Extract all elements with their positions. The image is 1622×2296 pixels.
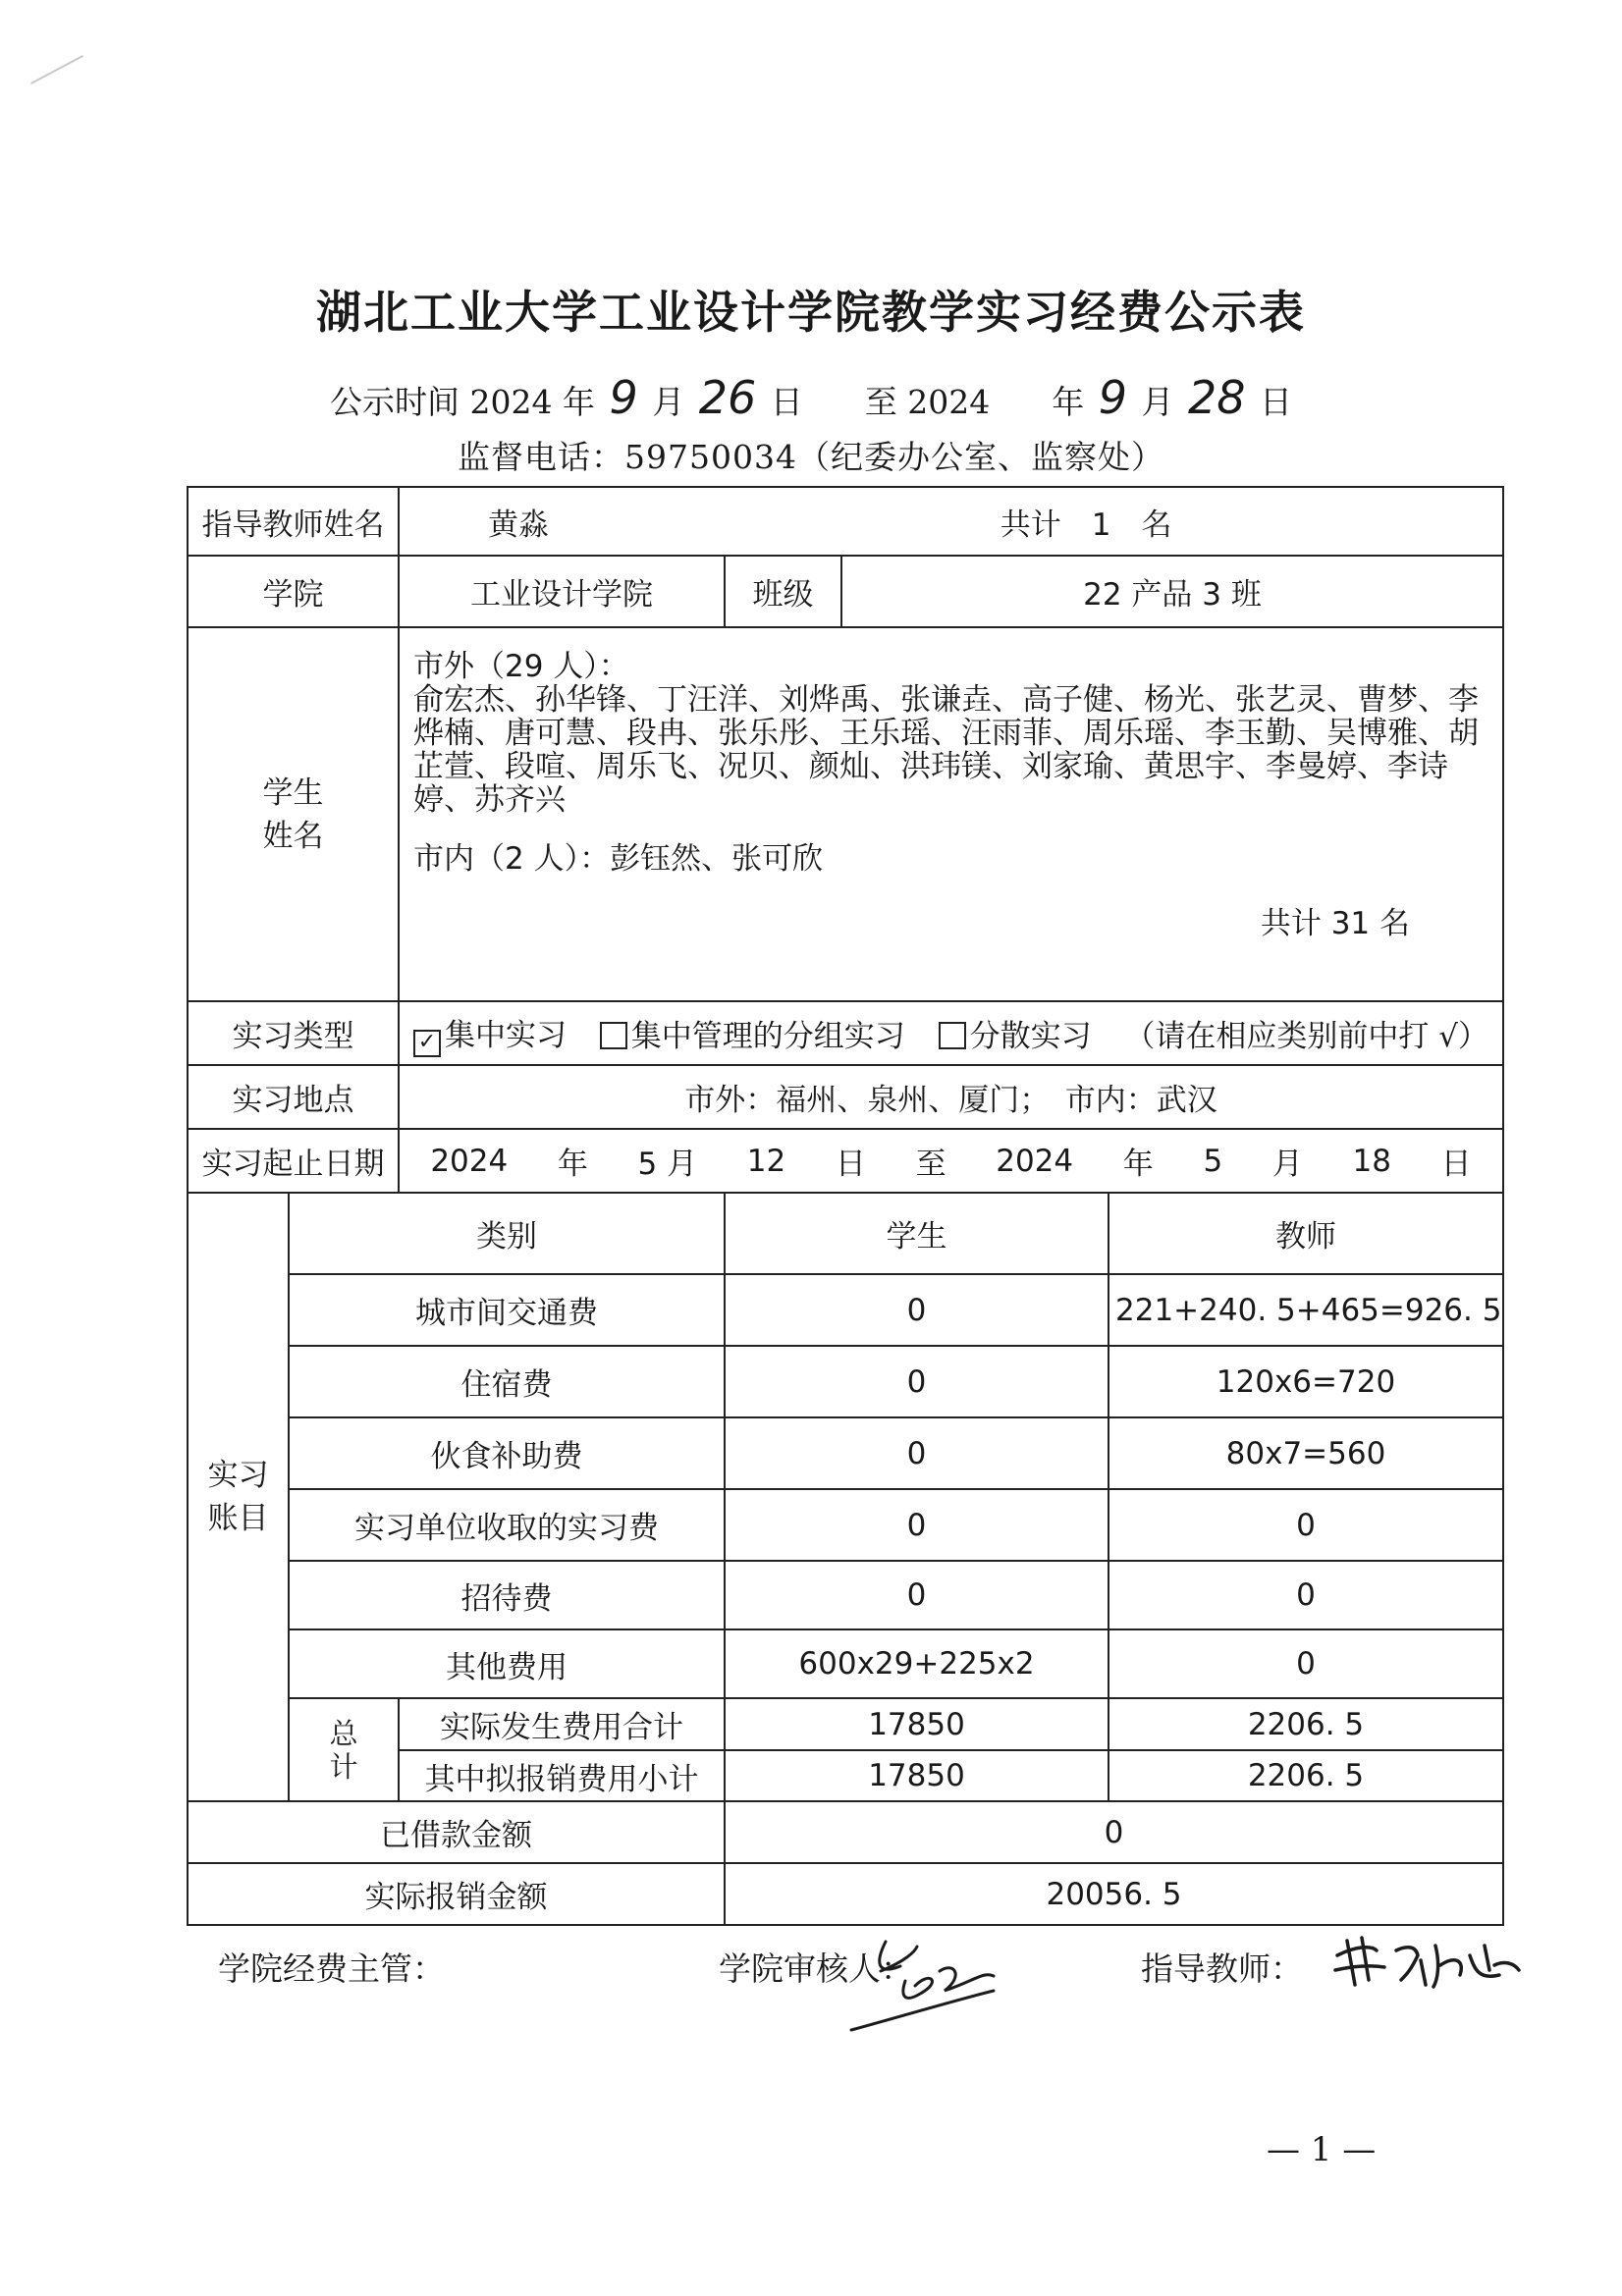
teacher-sign-label: 指导教师： [1141,1949,1303,1988]
year-char: 年 [1052,383,1085,421]
pubtime-start-year: 2024 [469,383,553,421]
day-char: 日 [770,383,803,421]
account-row [188,1346,1503,1417]
month-char: 月 [652,383,685,421]
dates-row [188,1129,1503,1193]
total-category: 实际发生费用合计 [399,1698,725,1750]
accounts-label-line2: 账目 [207,1501,269,1536]
reviewer-label: 学院审核人： [719,1949,913,1988]
page-title: 湖北工业大学工业设计学院教学实习经费公示表 [316,286,1306,339]
type-row [188,1001,1503,1065]
account-teacher: 221+240. 5+465=926. 5 [1108,1274,1503,1346]
account-category: 城市间交通费 [289,1274,725,1346]
reimbursed-value: 20056. 5 [725,1863,1503,1925]
dates-cell [399,1129,1503,1193]
pubtime-end-day: 28 [1187,371,1246,424]
checked-box-icon[interactable]: ✓ [413,1030,441,1057]
month-char: 月 [1141,383,1174,421]
day-char: 日 [1440,1147,1472,1182]
students-cell [399,627,1503,1001]
day-char: 日 [1260,383,1293,421]
borrowed-label: 已借款金额 [188,1801,725,1863]
header-category: 类别 [289,1193,725,1274]
account-teacher: 0 [1108,1629,1503,1698]
dates-label: 实习起止日期 [188,1129,399,1193]
month-char: 月 [667,1147,698,1182]
type-option-label: 集中管理的分组实习 [630,1019,905,1054]
class-label: 班级 [725,556,841,627]
location-row [188,1065,1503,1129]
location-value: 市外：福州、泉州、厦门； 市内：武汉 [399,1065,1503,1129]
type-option-scattered[interactable] [939,1011,1092,1055]
teacher-count: 共计 1 名 [1000,507,1172,543]
account-teacher: 0 [1108,1561,1503,1629]
students-label-line1: 学生 [262,774,324,811]
account-row [188,1274,1503,1346]
location-label: 实习地点 [188,1065,399,1129]
header-student: 学生 [725,1193,1108,1274]
type-hint: （请在相应类别前中打 √） [1124,1019,1488,1054]
start-year: 2024 [430,1143,509,1179]
scan-mark [30,55,83,84]
pubtime-end-year: 2024 [907,383,991,421]
inner-students: 市内（2 人）：彭钰然、张可欣 [413,841,824,877]
borrowed-value: 0 [725,1801,1503,1863]
accounts-header-row [188,1193,1503,1274]
pubtime-end-month: 9 [1098,371,1127,424]
account-student: 0 [725,1274,1108,1346]
teacher-signature [1327,1926,1524,2004]
account-category: 其他费用 [289,1629,725,1698]
type-cell [399,1001,1503,1065]
year-char: 年 [1122,1147,1154,1182]
total-label-line1: 总 [329,1716,358,1750]
accounts-label [188,1193,289,1801]
header-teacher: 教师 [1108,1193,1503,1274]
college-label: 学院 [188,556,399,627]
account-row [188,1489,1503,1561]
account-row [188,1561,1503,1629]
month-char: 月 [1271,1147,1303,1182]
students-label-line2: 姓名 [262,818,324,854]
account-category: 伙食补助费 [289,1417,725,1489]
end-month: 5 [1203,1143,1223,1179]
reimbursed-label: 实际报销金额 [188,1863,725,1925]
account-teacher: 0 [1108,1489,1503,1561]
account-student: 0 [725,1561,1108,1629]
start-month: 5 [637,1147,658,1182]
total-category: 其中拟报销费用小计 [399,1750,725,1801]
total-student: 17850 [725,1750,1108,1801]
day-char: 日 [835,1147,866,1182]
total-teacher: 2206. 5 [1108,1750,1503,1801]
borrowed-row [188,1801,1503,1863]
supervision-phone: 监督电话：59750034（纪委办公室、监察处） [458,438,1164,476]
total-teacher: 2206. 5 [1108,1698,1503,1750]
end-day: 18 [1352,1143,1391,1179]
total-row [188,1698,1503,1750]
students-total: 共计 31 名 [1260,906,1410,941]
teacher-label: 指导教师姓名 [188,487,399,556]
start-day: 12 [746,1143,786,1179]
account-category: 招待费 [289,1561,725,1629]
teacher-row [188,487,1503,556]
account-category: 住宿费 [289,1346,725,1417]
accounts-label-line1: 实习 [207,1458,269,1493]
class-value: 22 产品 3 班 [841,556,1503,627]
account-student: 0 [725,1489,1108,1561]
type-option-group[interactable] [600,1011,905,1055]
account-student: 0 [725,1346,1108,1417]
account-teacher: 120x6=720 [1108,1346,1503,1417]
college-row [188,556,1503,627]
account-category: 实习单位收取的实习费 [289,1489,725,1561]
unchecked-box-icon[interactable] [600,1022,627,1049]
account-row [188,1629,1503,1698]
total-label-line2: 计 [329,1749,358,1784]
teacher-name: 黄淼 [488,507,549,543]
students-label [188,627,399,1001]
publication-time [0,371,1622,424]
end-year: 2024 [996,1143,1074,1179]
pubtime-start-month: 9 [609,371,638,424]
expense-table [187,486,1504,1926]
outside-heading: 市外（29 人）： [413,649,629,684]
dates-to: 至 [915,1147,946,1182]
type-option-label: 集中实习 [445,1017,567,1053]
type-label: 实习类型 [188,1001,399,1065]
year-char: 年 [557,1147,588,1182]
account-row [188,1417,1503,1489]
pubtime-to: 至 [864,383,897,421]
students-row [188,627,1503,1001]
account-student: 600x29+225x2 [725,1629,1108,1698]
pubtime-start-day: 26 [698,371,757,424]
outside-names: 俞宏杰、孙华锋、丁汪洋、刘烨禹、张谦垚、高子健、杨光、张艺灵、曹梦、李烨楠、唐可慧、段冉、张乐彤、王乐瑶、汪雨菲、周乐瑶、李玉勤、吴博雅、胡芷萱、段喧、周乐飞、况贝、颜灿、洪玮镁、刘家瑜、黄思宇、李曼婷、李诗婷、苏齐兴 [413,682,1479,818]
type-option-label: 分散实习 [969,1019,1092,1054]
year-char: 年 [562,383,595,421]
total-student: 17850 [725,1698,1108,1750]
account-teacher: 80x7=560 [1108,1417,1503,1489]
teacher-cell [399,487,1503,556]
finance-label: 学院经费主管： [218,1949,445,1988]
account-student: 0 [725,1417,1108,1489]
reviewer-signature [846,1922,1062,2050]
reimbursed-row [188,1863,1503,1925]
pubtime-label: 公示时间 [329,383,460,421]
college-value: 工业设计学院 [399,556,725,627]
total-label [289,1698,399,1801]
type-option-central[interactable] [413,1010,567,1057]
page-number: — 1 — [1267,2130,1377,2169]
unchecked-box-icon[interactable] [939,1022,966,1049]
